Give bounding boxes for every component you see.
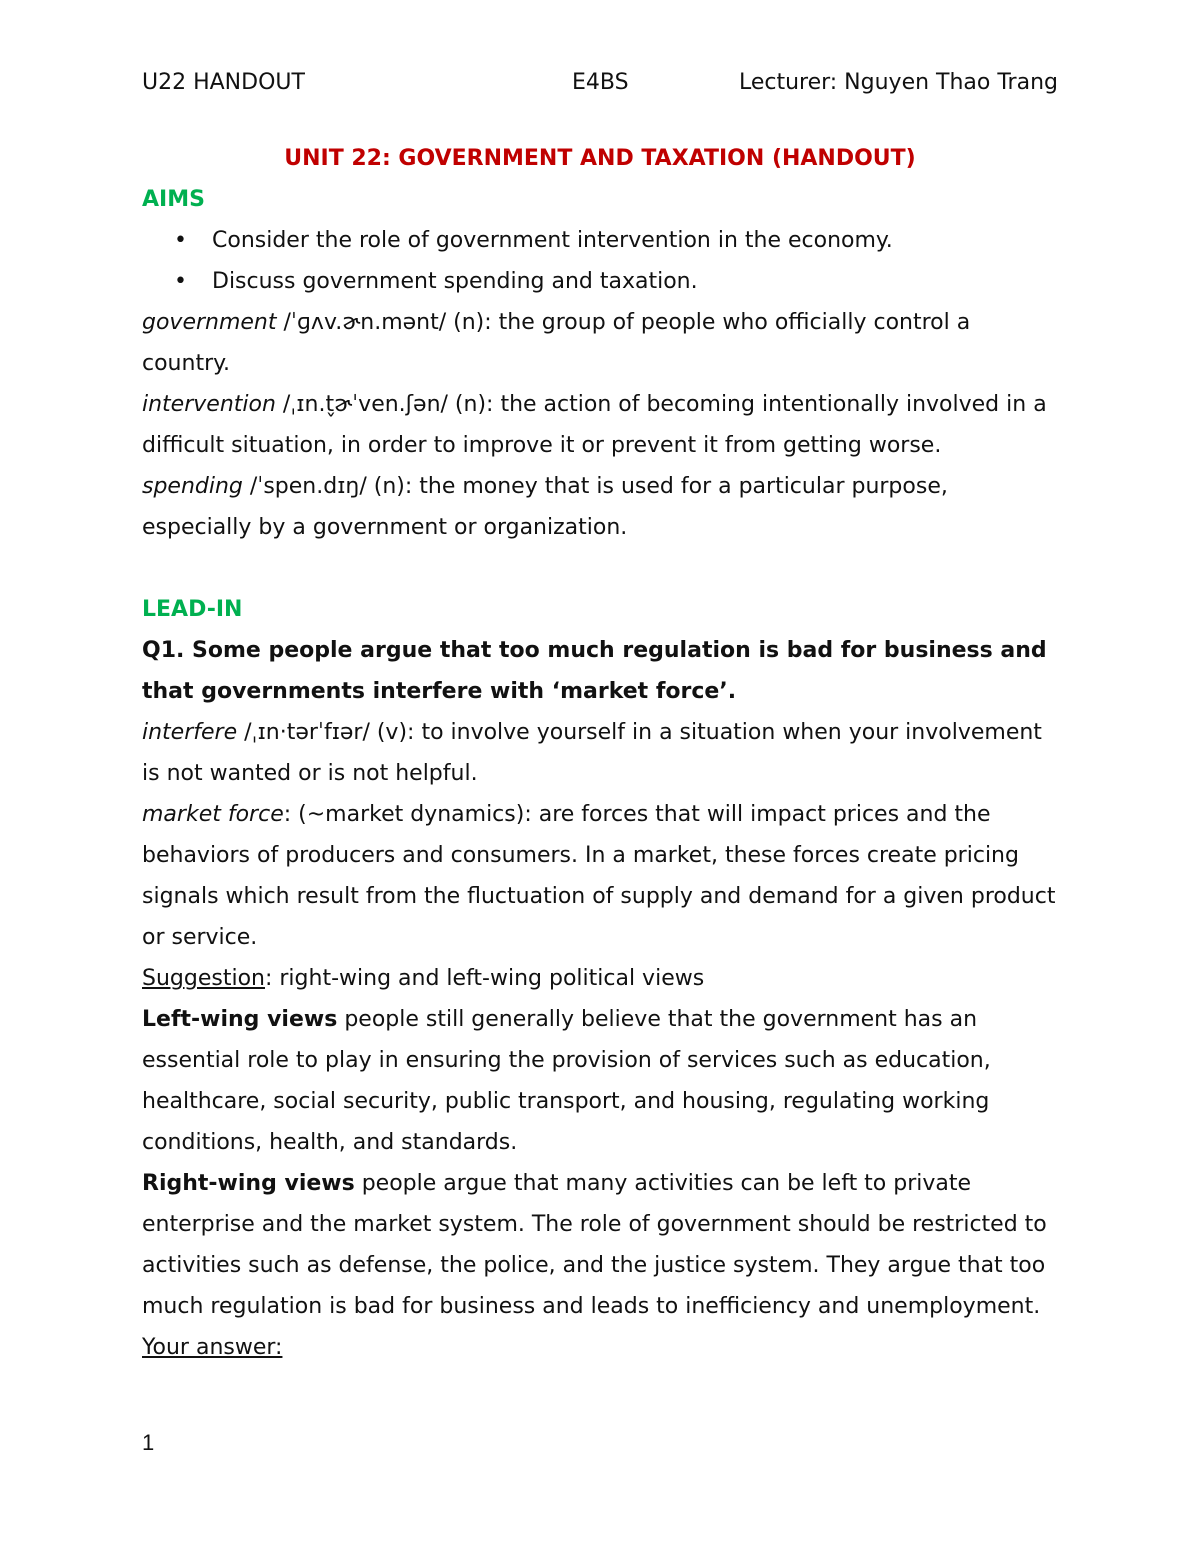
vocab-term: interfere bbox=[142, 720, 238, 745]
left-wing-label: Left-wing views bbox=[142, 1007, 338, 1032]
vocab-definition: /ˈɡʌv.ɚn.mənt/ (n): the group of people who officially control a country. bbox=[142, 310, 971, 376]
vocab-interfere bbox=[142, 712, 1058, 794]
header-right: Lecturer: Nguyen Thao Trang bbox=[738, 70, 1058, 95]
blank-line bbox=[142, 548, 1058, 589]
page-header bbox=[142, 70, 1058, 100]
vocab-market-force bbox=[142, 794, 1058, 958]
bullet-icon: • bbox=[174, 228, 187, 253]
vocab-spending bbox=[142, 466, 1058, 548]
page-number: 1 bbox=[142, 1430, 155, 1455]
question-q1: Q1. Some people argue that too much regulation is bad for business and that governments interfere with ‘market force’. bbox=[142, 638, 1047, 704]
suggestion-label: Suggestion bbox=[142, 966, 265, 991]
vocab-term: market force bbox=[142, 802, 284, 827]
vocab-term: spending bbox=[142, 474, 243, 499]
page-title: UNIT 22: GOVERNMENT AND TAXATION (HANDOUT) bbox=[284, 146, 916, 171]
bullet-icon: • bbox=[174, 269, 187, 294]
right-wing-label: Right-wing views bbox=[142, 1171, 355, 1196]
left-wing-text: people still generally believe that the government has an essential role to play in ensuring the provision of services such as education, healthcare, social security, public transport, and housing, regulating working conditions, health, and standards. bbox=[142, 1007, 991, 1155]
header-middle: E4BS bbox=[572, 70, 629, 95]
vocab-definition: /ˈspen.dɪŋ/ (n): the money that is used for a particular purpose, especially by a government or organization. bbox=[142, 474, 948, 540]
vocab-term: government bbox=[142, 310, 277, 335]
vocab-intervention bbox=[142, 384, 1058, 466]
vocab-definition: /ˌɪn·tərˈfɪər/ (v): to involve yourself in a situation when your involvement is not wanted or is not helpful. bbox=[142, 720, 1042, 786]
aims-heading: AIMS bbox=[142, 187, 205, 212]
aims-list bbox=[142, 220, 1058, 302]
vocab-definition: /ˌɪn.t̬ɚˈven.ʃən/ (n): the action of becoming intentionally involved in a difficult situation, in order to improve it or prevent it from getting worse. bbox=[142, 392, 1047, 458]
right-wing-paragraph bbox=[142, 1163, 1058, 1327]
suggestion-line bbox=[142, 958, 1058, 999]
right-wing-text: people argue that many activities can be left to private enterprise and the market system. The role of government should be restricted to activities such as defense, the police, and the justice system. They argue that too much regulation is bad for business and leads to inefficiency and unemployment. bbox=[142, 1171, 1047, 1319]
aims-item: • Discuss government spending and taxation. bbox=[142, 261, 1058, 302]
suggestion-text: : right-wing and left-wing political views bbox=[264, 966, 705, 991]
your-answer-label: Your answer: bbox=[142, 1335, 283, 1360]
document-body bbox=[142, 138, 1058, 1368]
vocab-government bbox=[142, 302, 1058, 384]
leadin-heading: LEAD-IN bbox=[142, 597, 243, 622]
vocab-definition: : (~market dynamics): are forces that will impact prices and the behaviors of producers and consumers. In a market, these forces create pricing signals which result from the fluctuation of supply and demand for a given product or service. bbox=[142, 802, 1056, 950]
header-left: U22 HANDOUT bbox=[142, 70, 305, 95]
left-wing-paragraph bbox=[142, 999, 1058, 1163]
vocab-term: intervention bbox=[142, 392, 276, 417]
aims-item: • Consider the role of government intervention in the economy. bbox=[142, 220, 1058, 261]
